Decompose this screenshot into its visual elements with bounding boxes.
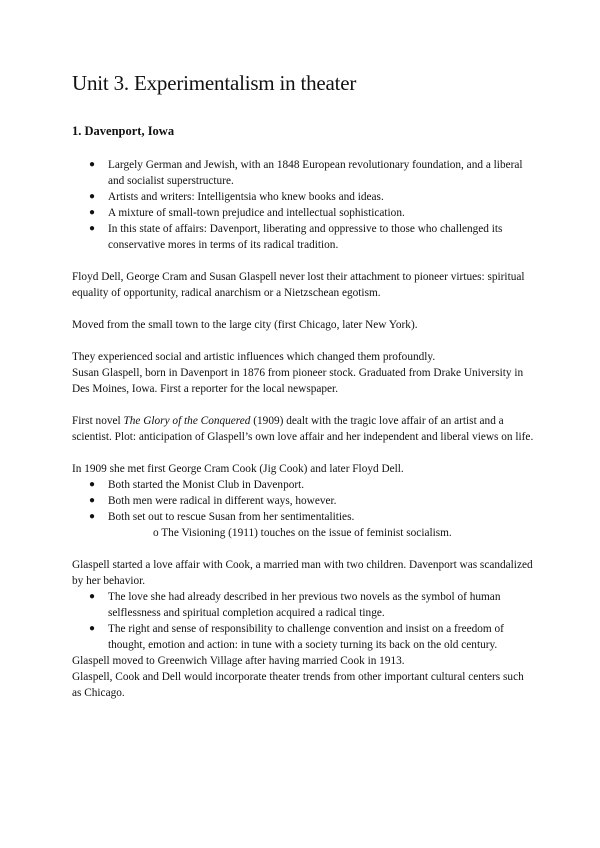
list-item: ● The right and sense of responsibility to challenge convention and insist on a freedom of thought, emotion and action: in tune with a society turning its back on the old century. [89, 623, 504, 651]
paragraph-first-novel: First novel The Glory of the Conquered (1909) dealt with the tragic love affair of an artist and a scientist. Plot: anticipation of Glaspell’s own love affair and her independent and liberal views on life. [72, 415, 534, 443]
paragraph-met-cook: In 1909 she met first George Cram Cook (Jig Cook) and later Floyd Dell. [72, 463, 404, 475]
novel-title: The Glory of the Conquered [123, 415, 251, 427]
bullet-icon: ● [89, 223, 96, 234]
list-item: ● A mixture of small-town prejudice and intellectual sophistication. [89, 207, 405, 219]
list-item: ● In this state of affairs: Davenport, liberating and oppressive to those who challenged its conservative mores in terms of its radical tradition. [89, 223, 503, 251]
list-item: ● The love she had already described in her previous two novels as the symbol of human selflessness and spiritual completion acquired a radical tinge. [89, 591, 501, 619]
list-item: ● Both men were radical in different ways, however. [89, 495, 337, 507]
davenport-bullet-list [72, 157, 534, 253]
paragraph-influences: They experienced social and artistic influences which changed them profoundly. [72, 351, 436, 363]
sub-list-item-visioning: o The Visioning (1911) touches on the issue of feminist socialism. [153, 527, 452, 539]
paragraph-love-affair: Glaspell started a love affair with Cook, a married man with two children. Davenport was scandalized by her behavior. [72, 559, 533, 587]
paragraph-greenwich-village: Glaspell moved to Greenwich Village after having married Cook in 1913. [72, 655, 405, 667]
bullet-icon: ● [89, 479, 96, 490]
paragraph-pioneer-virtues: Floyd Dell, George Cram and Susan Glaspell never lost their attachment to pioneer virtues: spiritual equality of opportunity, radical anarchism or a Nietzschean egotism. [72, 271, 525, 299]
list-item: ● Artists and writers: Intelligentsia who knew books and ideas. [89, 191, 384, 203]
document-page [72, 70, 534, 717]
bullet-icon: ● [89, 511, 96, 522]
list-item: ● Both started the Monist Club in Davenport. [89, 479, 305, 491]
section-heading-davenport: 1. Davenport, Iowa [72, 124, 175, 138]
paragraph-theater-trends: Glaspell, Cook and Dell would incorporate theater trends from other important cultural centers such as Chicago. [72, 671, 524, 699]
bullet-icon: ● [89, 191, 96, 202]
bullet-icon: ● [89, 623, 96, 634]
cook-dell-bullet-list [72, 477, 534, 525]
list-item: ● Largely German and Jewish, with an 1848 European revolutionary foundation, and a liberal and socialist superstructure. [89, 159, 523, 187]
bullet-icon: ● [89, 207, 96, 218]
bullet-icon: ● [89, 495, 96, 506]
bullet-icon: ● [89, 591, 96, 602]
paragraph-moved-city: Moved from the small town to the large city (first Chicago, later New York). [72, 319, 418, 331]
paragraph-glaspell-bio: Susan Glaspell, born in Davenport in 1876 from pioneer stock. Graduated from Drake University in Des Moines, Iowa. First a reporter for the local newspaper. [72, 367, 524, 395]
love-affair-bullet-list [72, 589, 534, 653]
list-item: ● Both set out to rescue Susan from her sentimentalities. [89, 511, 355, 523]
page-title: Unit 3. Experimentalism in theater [72, 71, 357, 95]
bullet-icon: ● [89, 159, 96, 170]
